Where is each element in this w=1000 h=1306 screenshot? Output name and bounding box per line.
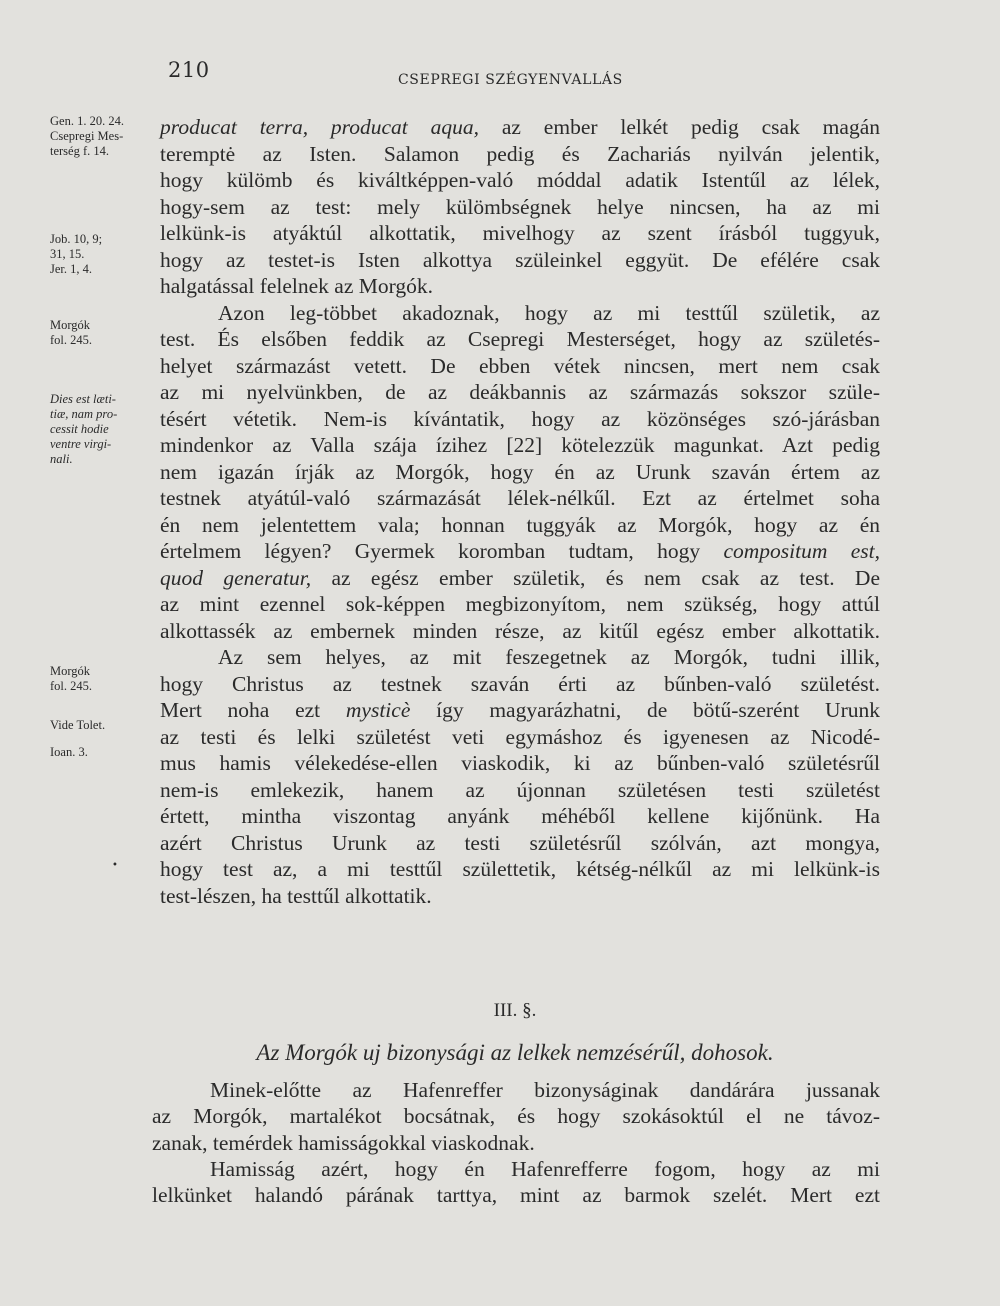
text-line xyxy=(152,1130,880,1156)
text-line xyxy=(160,247,880,273)
text-line xyxy=(160,724,880,750)
text-line xyxy=(160,777,880,803)
text-run: azért Christus Urunk az testi születésrűl szólván, azt mongya, xyxy=(160,830,880,855)
text-line xyxy=(152,1103,880,1129)
text-run: az egész ember születik, és nem csak az test. De xyxy=(311,565,880,590)
text-run: alkottassék az embernek minden része, az kitűl egész ember alkottatik. xyxy=(160,618,880,643)
text-line xyxy=(160,406,880,432)
text-run: Hamisság azért, hogy én Hafenrefferre fogom, hogy az mi xyxy=(210,1156,880,1181)
text-run: lelkünk-is atyáktúl alkottatik, mivelhogy az szent írásból tuggyuk, xyxy=(160,221,880,245)
margin-note: Dies est læti- tiæ, nam pro- cessit hodie ventre virgi- nali. xyxy=(50,392,118,466)
text-run: compositum est, xyxy=(723,539,880,563)
text-line xyxy=(160,114,880,140)
text-line xyxy=(160,591,880,617)
text-line xyxy=(160,300,880,326)
text-run: így magyarázhatni, de bötű-szerént Urunk xyxy=(410,698,880,722)
text-line xyxy=(160,565,880,591)
text-run: hogy-sem az test: mely külömbségnek helye nincsen, ha az mi xyxy=(160,194,880,219)
text-run: hogy test az, a mi testtűl születtetik, kétség-nélkűl az mi lelkünk-is xyxy=(160,857,880,881)
text-line xyxy=(160,220,880,246)
text-run: quod generatur, xyxy=(160,565,312,590)
text-line xyxy=(160,538,880,564)
text-run: értelmem légyen? Gyermek koromban tudtam, hogy xyxy=(160,539,724,563)
text-line xyxy=(160,803,880,829)
text-run: helyet származást vetett. De ebben vétek nincsen, mert nem csak xyxy=(160,353,880,378)
text-line xyxy=(160,830,880,856)
text-line xyxy=(160,141,880,167)
text-run: hogy az testet-is Isten alkottya szüleinkel eggyüt. De efélére csak xyxy=(160,247,880,272)
text-run: mus hamis vélekedése-ellen viaskodik, ki az bűnben-való születésrűl xyxy=(160,751,880,775)
text-line xyxy=(152,1182,880,1208)
text-run: mindenkor az Valla szája ízihez [22] kötelezzük magunkat. Azt pedig xyxy=(160,433,880,457)
text-line xyxy=(152,1077,880,1103)
text-line xyxy=(160,856,880,882)
margin-note: Ioan. 3. xyxy=(50,745,88,759)
text-line xyxy=(160,432,880,458)
page-number: 210 xyxy=(168,58,210,82)
running-title: CSEPREGI SZÉGYENVALLÁS xyxy=(398,72,623,88)
text-run: Mert noha ezt xyxy=(160,698,346,722)
text-run: hogy Christus az testnek szaván érti az bűnben-való születést. xyxy=(160,671,880,696)
text-run: mysticè xyxy=(345,698,411,722)
text-line xyxy=(160,459,880,485)
section-title: Az Morgók uj bizonysági az lelkek nemzésérűl, dohosok. xyxy=(256,1040,774,1065)
text-line xyxy=(160,194,880,220)
text-run: az mi nyelvünkben, de az deákbannis az származás sokszor szüle- xyxy=(160,380,880,404)
margin-note: Gen. 1. 20. 24. Csepregi Mes- terség f. 14. xyxy=(50,114,124,158)
text-line xyxy=(160,697,880,723)
text-run: producat terra, producat aqua, xyxy=(160,115,479,139)
text-run: nem-is emlekezik, hanem az újonnan születésen testi születést xyxy=(160,777,880,802)
text-run: az ember lelkét pedig csak magán xyxy=(479,115,880,139)
margin-note: Morgók fol. 245. xyxy=(50,664,93,693)
text-line xyxy=(160,273,880,299)
section-number: III. §. xyxy=(493,1000,537,1021)
text-run: testnek atyátúl-való származását lélek-nélkűl. Ezt az értelmet soha xyxy=(160,486,880,510)
text-run: tésért vétetik. Nem-is kívántatik, hogy az közönséges szó-járásban xyxy=(160,406,880,431)
text-run: lelkünket halandó párának tarttya, mint az barmok szelét. Mert ezt xyxy=(152,1183,880,1208)
text-run: nem igazán írják az Morgók, hogy én az Urunk szaván értem az xyxy=(160,459,880,484)
text-run: én nem jelentettem vala; honnan tuggyák az Morgók, hogy az én xyxy=(160,512,880,537)
text-run: hogy külömb és kiváltképpen-való móddal adatik Istentűl az lélek, xyxy=(160,168,880,192)
text-run: test. És elsőben feddik az Csepregi Mesterséget, hogy az születés- xyxy=(160,327,880,351)
text-line xyxy=(160,883,880,909)
text-run: az Morgók, martalékot bocsátnak, és hogy szokásoktúl el ne távoz- xyxy=(152,1104,880,1129)
text-line xyxy=(152,1156,880,1182)
margin-note: Job. 10, 9; 31, 15. Jer. 1, 4. xyxy=(50,232,103,276)
text-line xyxy=(160,618,880,644)
text-line xyxy=(160,379,880,405)
bullet-mark: • xyxy=(112,860,118,871)
text-line xyxy=(160,167,880,193)
margin-note: Vide Tolet. xyxy=(50,718,106,732)
text-line xyxy=(160,326,880,352)
text-run: Az sem helyes, az mit feszegetnek az Morgók, tudni illik, xyxy=(218,645,880,669)
text-run: zanak, temérdek hamisságokkal viaskodnak. xyxy=(152,1130,535,1155)
text-run: Azon leg-többet akadoznak, hogy az mi testtűl születik, az xyxy=(218,300,880,325)
text-line xyxy=(160,353,880,379)
text-line xyxy=(160,512,880,538)
text-run: teremptė az Isten. Salamon pedig és Zachariás nyilván jelentik, xyxy=(160,141,880,166)
margin-note: Morgók fol. 245. xyxy=(50,318,93,347)
text-line xyxy=(160,750,880,776)
text-run: test-lészen, ha testtűl alkottatik. xyxy=(160,883,432,908)
text-run: az mint ezennel sok-képpen megbizonyítom, nem szükség, hogy attúl xyxy=(160,592,880,616)
text-line xyxy=(160,671,880,697)
text-run: Minek-előtte az Hafenreffer bizonyságinak dandárára jussanak xyxy=(210,1078,880,1102)
text-run: értett, mintha viszontag anyánk méhéből kellene kijőnünk. Ha xyxy=(160,804,880,828)
text-run: az testi és lelki születést veti egymáshoz és igyenesen az Nicodé- xyxy=(160,724,880,749)
text-line xyxy=(160,485,880,511)
text-line xyxy=(160,644,880,670)
text-run: halgatással felelnek az Morgók. xyxy=(160,274,434,298)
